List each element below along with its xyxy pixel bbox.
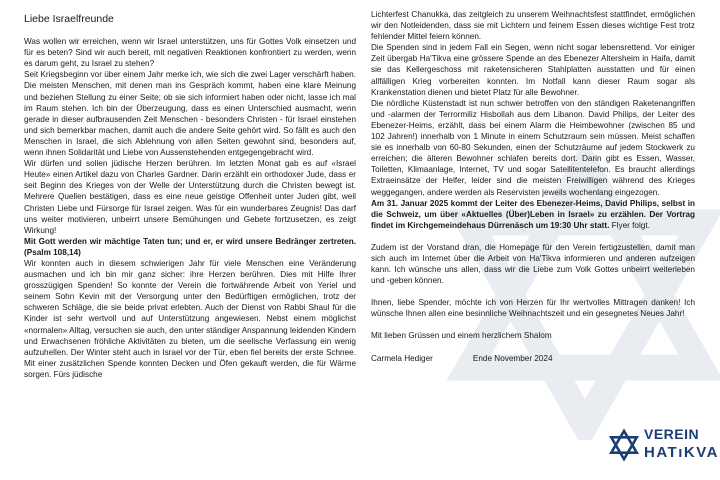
left-column (24, 10, 356, 380)
signature-name: Carmela Hediger (371, 353, 433, 363)
logo-line2: HATıKVA (644, 444, 719, 461)
star-of-david-icon (608, 428, 640, 462)
paragraph: Die nördliche Küstenstadt ist nun schwer betroffen von den ständigen Raketenangriffen und -alarmen der Terrormiliz Hisbollah aus dem Libanon. David Philips, der Leiter des Ebenezer-Heims, erzählt, dass bei einem Alarm die Heimbewohner (zwischen 85 und 102 Jahren!) innerhalb von 1 Minute in einem Schutzraum sein müssen. Meist schaffen sie es innerhalb von 60-80 Sekunden, einen der Schutzräume auf jedem Stockwerk zu erreichen; die älteren Bewohner schlafen bereits dort. Darin gibt es Essen, Wasser, Toiletten, Klimaanlage, Internet, TV und sogar Satellitentelefon. Es braucht allerdings Extraeinsätze der Helfer, leider sind die meisten Freiwilligen während des Krieges weggegangen, andere werden als Reservisten jeweils wochenlang eingezogen. (371, 98, 695, 197)
scripture-quote (24, 236, 356, 258)
paragraph: Wir konnten auch in diesem schwierigen Jahr für viele Menschen eine Veränderung ausmachen und ich bin mir ganz sicher: ihre Herzen berühren. Dies mit Hilfe Ihrer grosszügigen Spenden! So konnte der Verein die fortwährende Arbeit von Yeriel und seinem Sohn Kevin mit der Versorgung unter den Bedürftigen ermöglichen, trotz der schweren Schläge, die sie beide privat erlebten. Auch der Dienst von Rabbi Shaul für die Kinder ist sehr wertvoll und auf Unterstützung angewiesen. Nebst einem möglichst «normalen» Alltag, versuchen sie auch, den unter ständiger Anspannung leidenden Kindern und Erwachsenen fröhliche Aktivitäten zu bieten, um die seelische Verfassung ein wenig aufzuhellen. Der Winter steht auch in Israel vor der Tür, eben fiel bereits der erste Schnee. Mit einer zusätzlichen Spende konnten Decken und Öfen gekauft werden, die für Wärme sorgen. Fürs jüdische (24, 258, 356, 379)
signature-date: Ende November 2024 (472, 353, 553, 363)
paragraph: Zudem ist der Vorstand dran, die Homepage für den Verein fertigzustellen, damit man sich auch im Internet über die Arbeit von Ha'Tikva informieren und anderen aufzeigen kann. Ich wünsche uns allen, dass wir die Liebe zum Volk Gottes unbeirrt weiterleben und -geben können. (371, 242, 695, 286)
paragraph: Seit Kriegsbeginn vor über einem Jahr merke ich, wie sich die zwei Lager verschärft haben. Die meisten Menschen, mit denen man ins Gespräch kommt, haben eine klare Meinung und beziehen Stellung zu einer Seite; ob sie sich informiert haben oder nicht, lasse ich mal im Raum stehen. Ich bin der Überzeugung, dass es einen Unterschied ausmacht, wenn gerade in dieser aufbrausenden Zeit Menschen - besonders Christen - für Israel einstehen und sich bemerkbar machen, damit auch die andere Seite gehört wird. So fällt es auch den Menschen in Israel, die sich Ablehnung von allen Seiten gewohnt sind, besonders auf, wenn ihnen Solidarität und Liebe von Aussenstehenden entgegengebracht wird. (24, 70, 356, 158)
verein-hatikva-logo (608, 426, 719, 466)
paragraph: Lichterfest Chanukka, das zeitgleich zu unserem Weihnachtsfest stattfindet, ermöglichen wir den Notleidenden, dass sie mit Lichtern und feinem Essen dieses wichtige Fest trotz fehlender Mittel feiern können. (371, 10, 695, 42)
event-announcement-tail: Flyer folgt. (609, 220, 650, 230)
paragraph: Wir dürfen und sollen jüdische Herzen berühren. Im letzten Monat gab es auf «Israel Heute» einen Artikel dazu von Charles Gardner. Darin erzählt ein orthodoxer Jude, dass er seit Beginn des Krieges von der Welle der Unterstützung durch die Christen bewegt ist. Mehrere Quellen bestätigen, dass es eine neue geistige Offenheit unter Juden gibt, weil Christen Liebe und Fürsorge für Israel zeigen. Was für ein wunderbares Zeugnis! Das darf uns weiter motivieren, unbeirrt unsere Bemühungen und Gebete fortzusetzen, es zeigt Wirkung! (24, 159, 356, 235)
greeting: Liebe Israelfreunde (24, 13, 114, 25)
paragraph: Ihnen, liebe Spender, möchte ich von Herzen für Ihr wertvolles Mittragen danken! Ich wünsche Ihnen allen eine besinnliche Weihnachtszeit und ein gesegnetes Neues Jahr! (371, 298, 695, 319)
event-announcement-bold: Am 31. Januar 2025 kommt der Leiter des Ebenezer-Heims, David Philips, selbst in die Schweiz, um über «Aktuelles (Über)Leben in Israel» zu erzählen. Der Vortrag findet im Kirchgemeindehaus Dürrenäsch um 19:30 Uhr statt. (371, 198, 695, 230)
spacer (371, 231, 695, 242)
paragraph: Was wollen wir erreichen, wenn wir Israel unterstützen, uns für Gottes Volk einsetzen und für es beten? Sind wir auch bereit, mit negativen Reaktionen konfrontiert zu werden, wenn es darum geht, zu Israel zu stehen? (24, 37, 356, 69)
right-column (371, 9, 695, 364)
spacer (371, 319, 695, 330)
closing-salutation: Mit lieben Grüssen und einem herzlichem Shalom (371, 331, 552, 341)
event-announcement (371, 198, 695, 231)
scripture-quote-text: Mit Gott werden wir mächtige Taten tun; und er, er wird unsere Bedränger zertreten. (Psalm 108,14) (24, 236, 356, 257)
signature-row (371, 353, 695, 364)
paragraph: Die Spenden sind in jedem Fall ein Segen, wenn nicht sogar lebensrettend. Vor einiger Zeit übergab Ha'Tikva eine grössere Spende an des Ebenezer Altersheim in Haifa, damit sie das Kellergeschoss mit raketensicheren Stahlplatten ausstatten und für einen allfälligen Krieg vorbereiten konnten. Im Notfall kann dieser Raum sogar als Krankenstation dienen und bietet Platz für alle Bewohner. (371, 43, 695, 97)
logo-line1: VEREIN (644, 426, 700, 442)
spacer (371, 286, 695, 297)
